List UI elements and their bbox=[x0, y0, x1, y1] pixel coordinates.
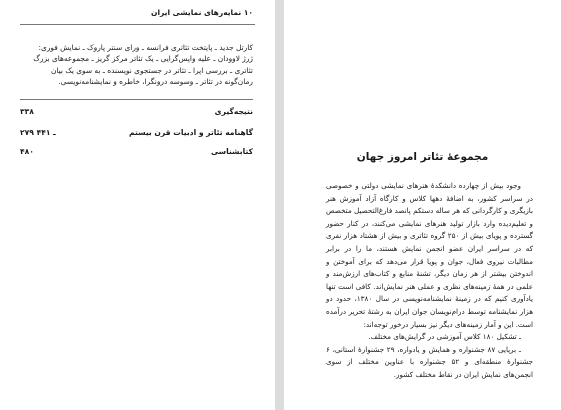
toc-entry-pages: ۳۳۸ bbox=[20, 107, 34, 116]
book-gutter bbox=[275, 0, 284, 410]
continuation-line: ژرژ لاوودان ـ علیه واپس‌گرایی ـ یک تئاتر مرکز گریز ـ مجموعه‌های بزرگ bbox=[33, 54, 253, 64]
left-page bbox=[0, 0, 275, 410]
paragraph: وجود بیش از چهارده دانشکدهٔ هنرهای نمایشی دولتی و خصوصی در سراسر کشور، به اضافهٔ دهها کلاس و کارگاه آزاد آموزش هنر بازیگری و کارگردانی که هر ساله دستکم پانصد فارغ‌التحصیل متخصص و تعلیم‌دیده وارد بازار تولید هنرهای نمایشی می‌کنند، در کنار حضور گسترده و پویای بیش از ۲۵۰ گروه تئاتری و بیش از هشتاد هزار نفری که در سراسر ایران عضو انجمن نمایش هستند، ما را در برابر مطالبات نیروی فعال، جوان و پویا قرار می‌دهد که برای آموختن و اندوختن بیشتر از هر زمان دیگر، تشنهٔ منابع و کتاب‌های ارزش‌مند و علمی در همهٔ زمینه‌های نظری و عملی هنر نمایش‌اند. کافی است تنها یادآوری کنیم که در زمینهٔ نمایشنامه‌نویسی در سال ۱۳۸۰، حدود دو هزار نمایشنامه توسط درام‌نویسان جوان ایران به رشتهٔ تحریر درآمده است. این و آمار زمینه‌های دیگر نیز بسیار درخور توجه‌اند: bbox=[326, 181, 533, 329]
toc-continuation-text bbox=[18, 42, 253, 87]
toc-entry-title: کتابشناسی bbox=[210, 147, 253, 156]
toc-entry-bibliography[interactable] bbox=[20, 145, 253, 158]
body-text bbox=[326, 180, 533, 382]
right-page bbox=[284, 0, 561, 410]
chapter-title: مجموعهٔ تئاتر امروز جهان bbox=[356, 151, 489, 163]
toc-entry-pages: ۲۷۹ ـ ۴۴۱ bbox=[20, 128, 56, 137]
toc-entry-pages: ۴۸۰ bbox=[20, 147, 34, 156]
continuation-line: کارتل جدید ـ پایتخت تئاتری فرانسه ـ ورای سنتر پاروک ـ نمایش فوری: bbox=[38, 43, 253, 52]
toc-entry-title: گاهنامه تئاتر و ادبیات قرن بیستم bbox=[129, 128, 253, 137]
toc-entry-chronology[interactable] bbox=[20, 126, 253, 139]
continuation-line: رمان‌گونه در تئاتر ـ وسوسه درونگرا، خاطره و نمایشنامه‌نویسی. bbox=[58, 76, 253, 86]
list-item: ـ برپایی ۸۷ جشنواره و همایش و یادواره، ۲۹ جشنوارهٔ استانی، ۶ جشنوارهٔ منطقه‌ای و ۵۲ جشنواره با عناوین مختلف از سوی انجمن‌های نمایش ایران در نقاط مختلف کشور. bbox=[326, 344, 533, 379]
header-divider bbox=[20, 24, 255, 25]
list-item: ـ تشکیل ۱۸۰ کلاس آموزشی در گرایش‌های مختلف. bbox=[368, 332, 521, 342]
toc-entry-conclusion[interactable] bbox=[20, 105, 253, 118]
running-header: ۱۰ نمایه‌رهای نمایشی ایران bbox=[151, 8, 253, 17]
toc-divider bbox=[20, 99, 253, 100]
continuation-line: تئاتری ـ بررسی اپرا ـ تئاتر در جستجوی نویسنده ـ به سوی یک بیان bbox=[50, 65, 253, 75]
toc-entry-title: نتیجه‌گیری bbox=[214, 107, 253, 116]
